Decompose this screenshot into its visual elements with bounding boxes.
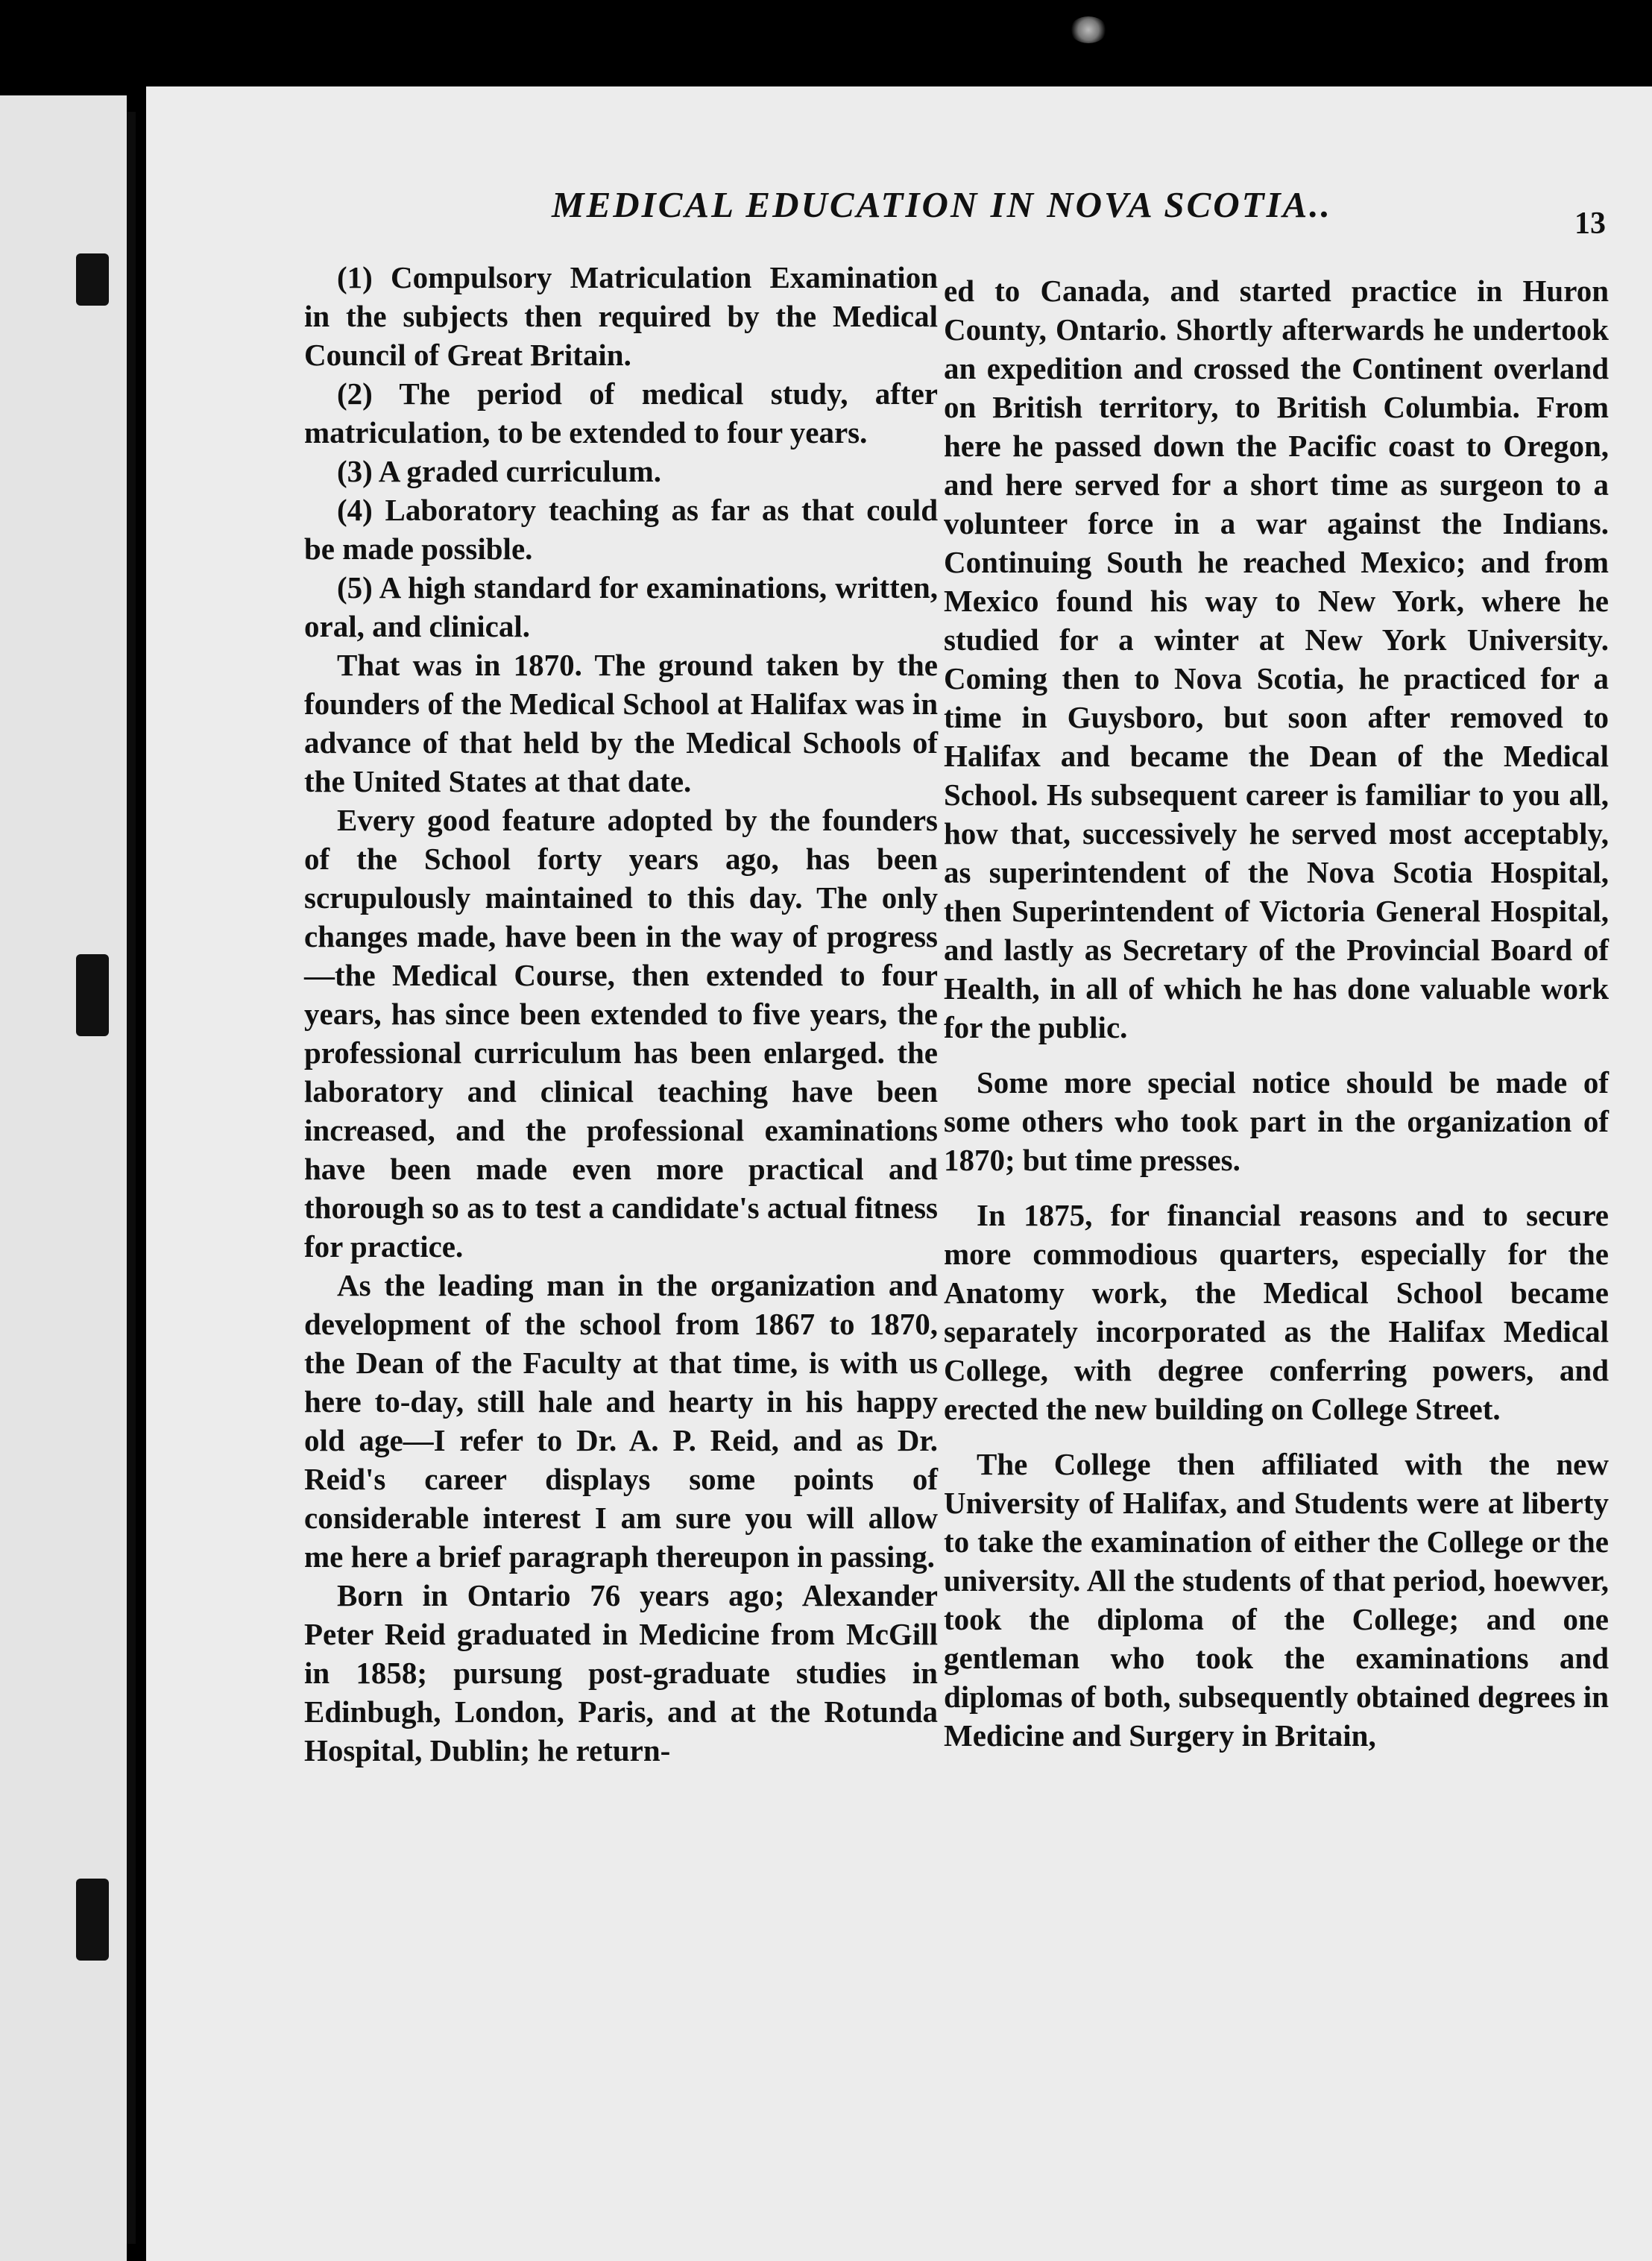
book-spine (127, 112, 136, 2244)
paragraph: The College then affiliated with the new University of Halifax, and Students were at liberty to take the examination of either the College or the university. All the students of that period, hoewver, took the diploma of the College; and one gentleman who took the examinations and diplomas of both, subsequently obtained degrees in Medicine and Surgery in Britain, (944, 1447, 1609, 1753)
paragraph: In 1875, for financial reasons and to secure more commodious quarters, especially for the Anatomy work, the Medical School became separately incorporated as the Halifax Medical College, with degree conferring powers, and erected the new building on College Street. (944, 1198, 1609, 1426)
binding-mark (76, 954, 109, 1036)
paragraph: As the leading man in the organization and development of the school from 1867 to 1870, the Dean of the Faculty at that time, is with us here to-day, still hale and hearty in his happy old age—I refer to Dr. A. P. Reid, and as Dr. Reid's career displays some points of considerable interest I am sure you will allow me here a brief paragraph thereupon in passing. (304, 1268, 938, 1574)
paragraph: (3) A graded curriculum. (337, 454, 662, 488)
paragraph: (2) The period of medical study, after matriculation, to be extended to four years. (304, 376, 938, 450)
page-number: 13 (1574, 206, 1606, 241)
paragraph: ed to Canada, and started practice in Huron County, Ontario. Shortly afterwards he undertook an expedition and crossed the Continent overland on British territory, to British Columbia. From here he passed down the Pacific coast to Oregon, and here served for a short time as surgeon to a volunteer force in a war against the Indians. Continuing South he reached Mexico; and from Mexico found his way to New York, where he studied for a winter at New York University. Coming then to Nova Scotia, he practiced for a time in Guysboro, but soon after removed to Halifax and became the Dean of the Medical School. Hs subsequent career is familiar to you all, how that, successively he served most acceptably, as superintendent of the Nova Scotia Hospital, then Superintendent of Victoria General Hospital, and lastly as Secretary of the Provincial Board of Health, in all of which he has done valuable work for the public. (944, 274, 1609, 1044)
scan-artifact (1070, 16, 1107, 43)
binding-mark (76, 253, 109, 306)
paragraph: Some more special notice should be made of some others who took part in the organization of 1870; but time presses. (944, 1065, 1609, 1177)
paragraph: (4) Laboratory teaching as far as that could be made possible. (304, 493, 938, 566)
binding-mark (76, 1879, 109, 1961)
paragraph: (5) A high standard for examinations, written, oral, and clinical. (304, 570, 938, 643)
paragraph: Every good feature adopted by the founders of the School forty years ago, has been scrupulously maintained to this day. The only changes made, have been in the way of progress—the Medical Course, then extended to four years, has since been extended to five years, the professional curriculum has been enlarged. the laboratory and clinical teaching have been increased, and the professional examinations have been made even more practical and thorough so as to test a candidate's actual fitness for practice. (304, 803, 938, 1264)
right-column (944, 271, 1609, 1755)
left-column (304, 258, 938, 1770)
paragraph: (1) Compulsory Matriculation Examination in the subjects then required by the Medical Council of Great Britain. (304, 260, 938, 372)
paragraph: Born in Ontario 76 years ago; Alexander Peter Reid graduated in Medicine from McGill in 1858; pursung post-graduate studies in Edinbugh, London, Paris, and at the Rotunda Hospital, Dublin; he return- (304, 1578, 938, 1768)
running-head: MEDICAL EDUCATION IN NOVA SCOTIA.. (552, 184, 1332, 225)
paragraph: That was in 1870. The ground taken by the founders of the Medical School at Halifax was in advance of that held by the Medical Schools of the United States at that date. (304, 648, 938, 798)
